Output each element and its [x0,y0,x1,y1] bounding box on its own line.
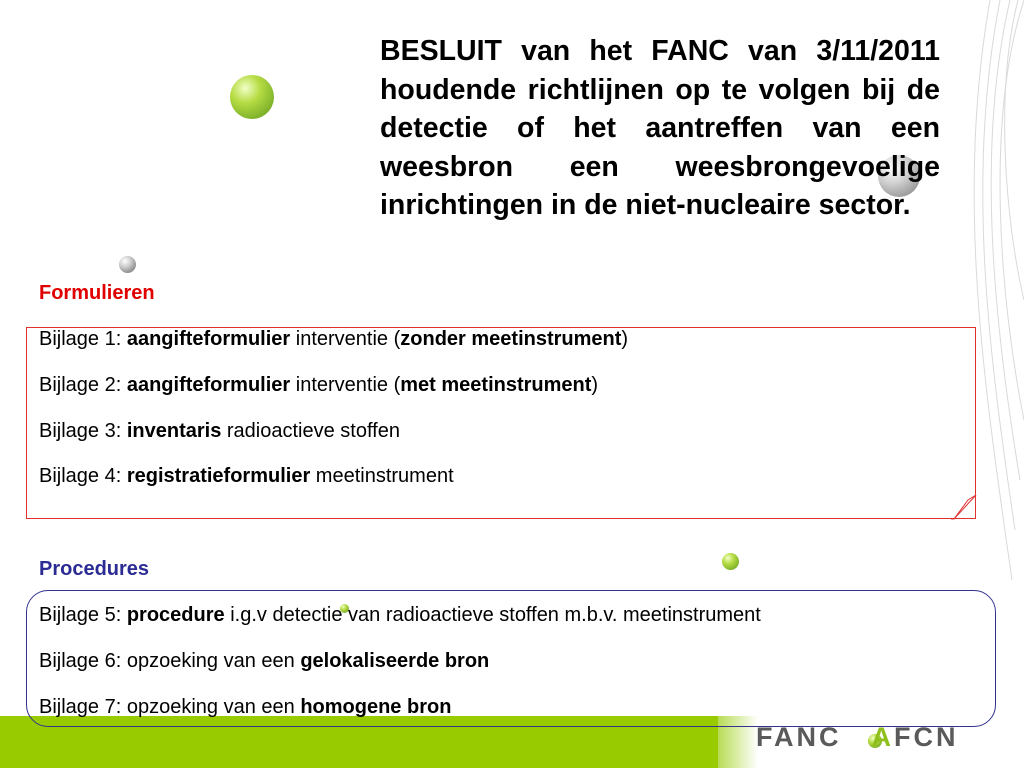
list-item-bijlage-3: Bijlage 3: inventaris radioactieve stoffen [39,420,400,442]
logo-a-letter: A [871,722,894,752]
green-sphere-large [230,75,274,119]
page-title: BESLUIT van het FANC van 3/11/2011 houdende richtlijnen op te volgen bij de detectie of het aantreffen van een weesbron een weesbrongevoelige inrichtingen in de niet-nucleaire sector. [380,35,940,221]
formulieren-heading: Formulieren [39,282,155,304]
list-item-bijlage-5: Bijlage 5: procedure i.g.v detectie van radioactieve stoffen m.b.v. meetinstrument [39,604,761,626]
list-item-bijlage-6: Bijlage 6: opzoeking van een gelokaliseerde bron [39,650,490,672]
list-item-bijlage-1: Bijlage 1: aangifteformulier interventie (zonder meetinstrument) [39,328,629,350]
folded-corner [950,494,980,522]
fanc-afcn-logo [756,722,959,754]
list-item-bijlage-7: Bijlage 7: opzoeking van een homogene bron [39,696,452,718]
grey-sphere-small [119,256,136,273]
list-item-bijlage-4: Bijlage 4: registratieformulier meetinstrument [39,465,454,487]
green-sphere-small [722,553,739,570]
procedures-heading: Procedures [39,558,150,580]
list-item-bijlage-2: Bijlage 2: aangifteformulier interventie (met meetinstrument) [39,374,599,396]
logo-fcn-text: FCN [894,722,959,752]
logo-fanc-text: FANC [756,722,842,752]
